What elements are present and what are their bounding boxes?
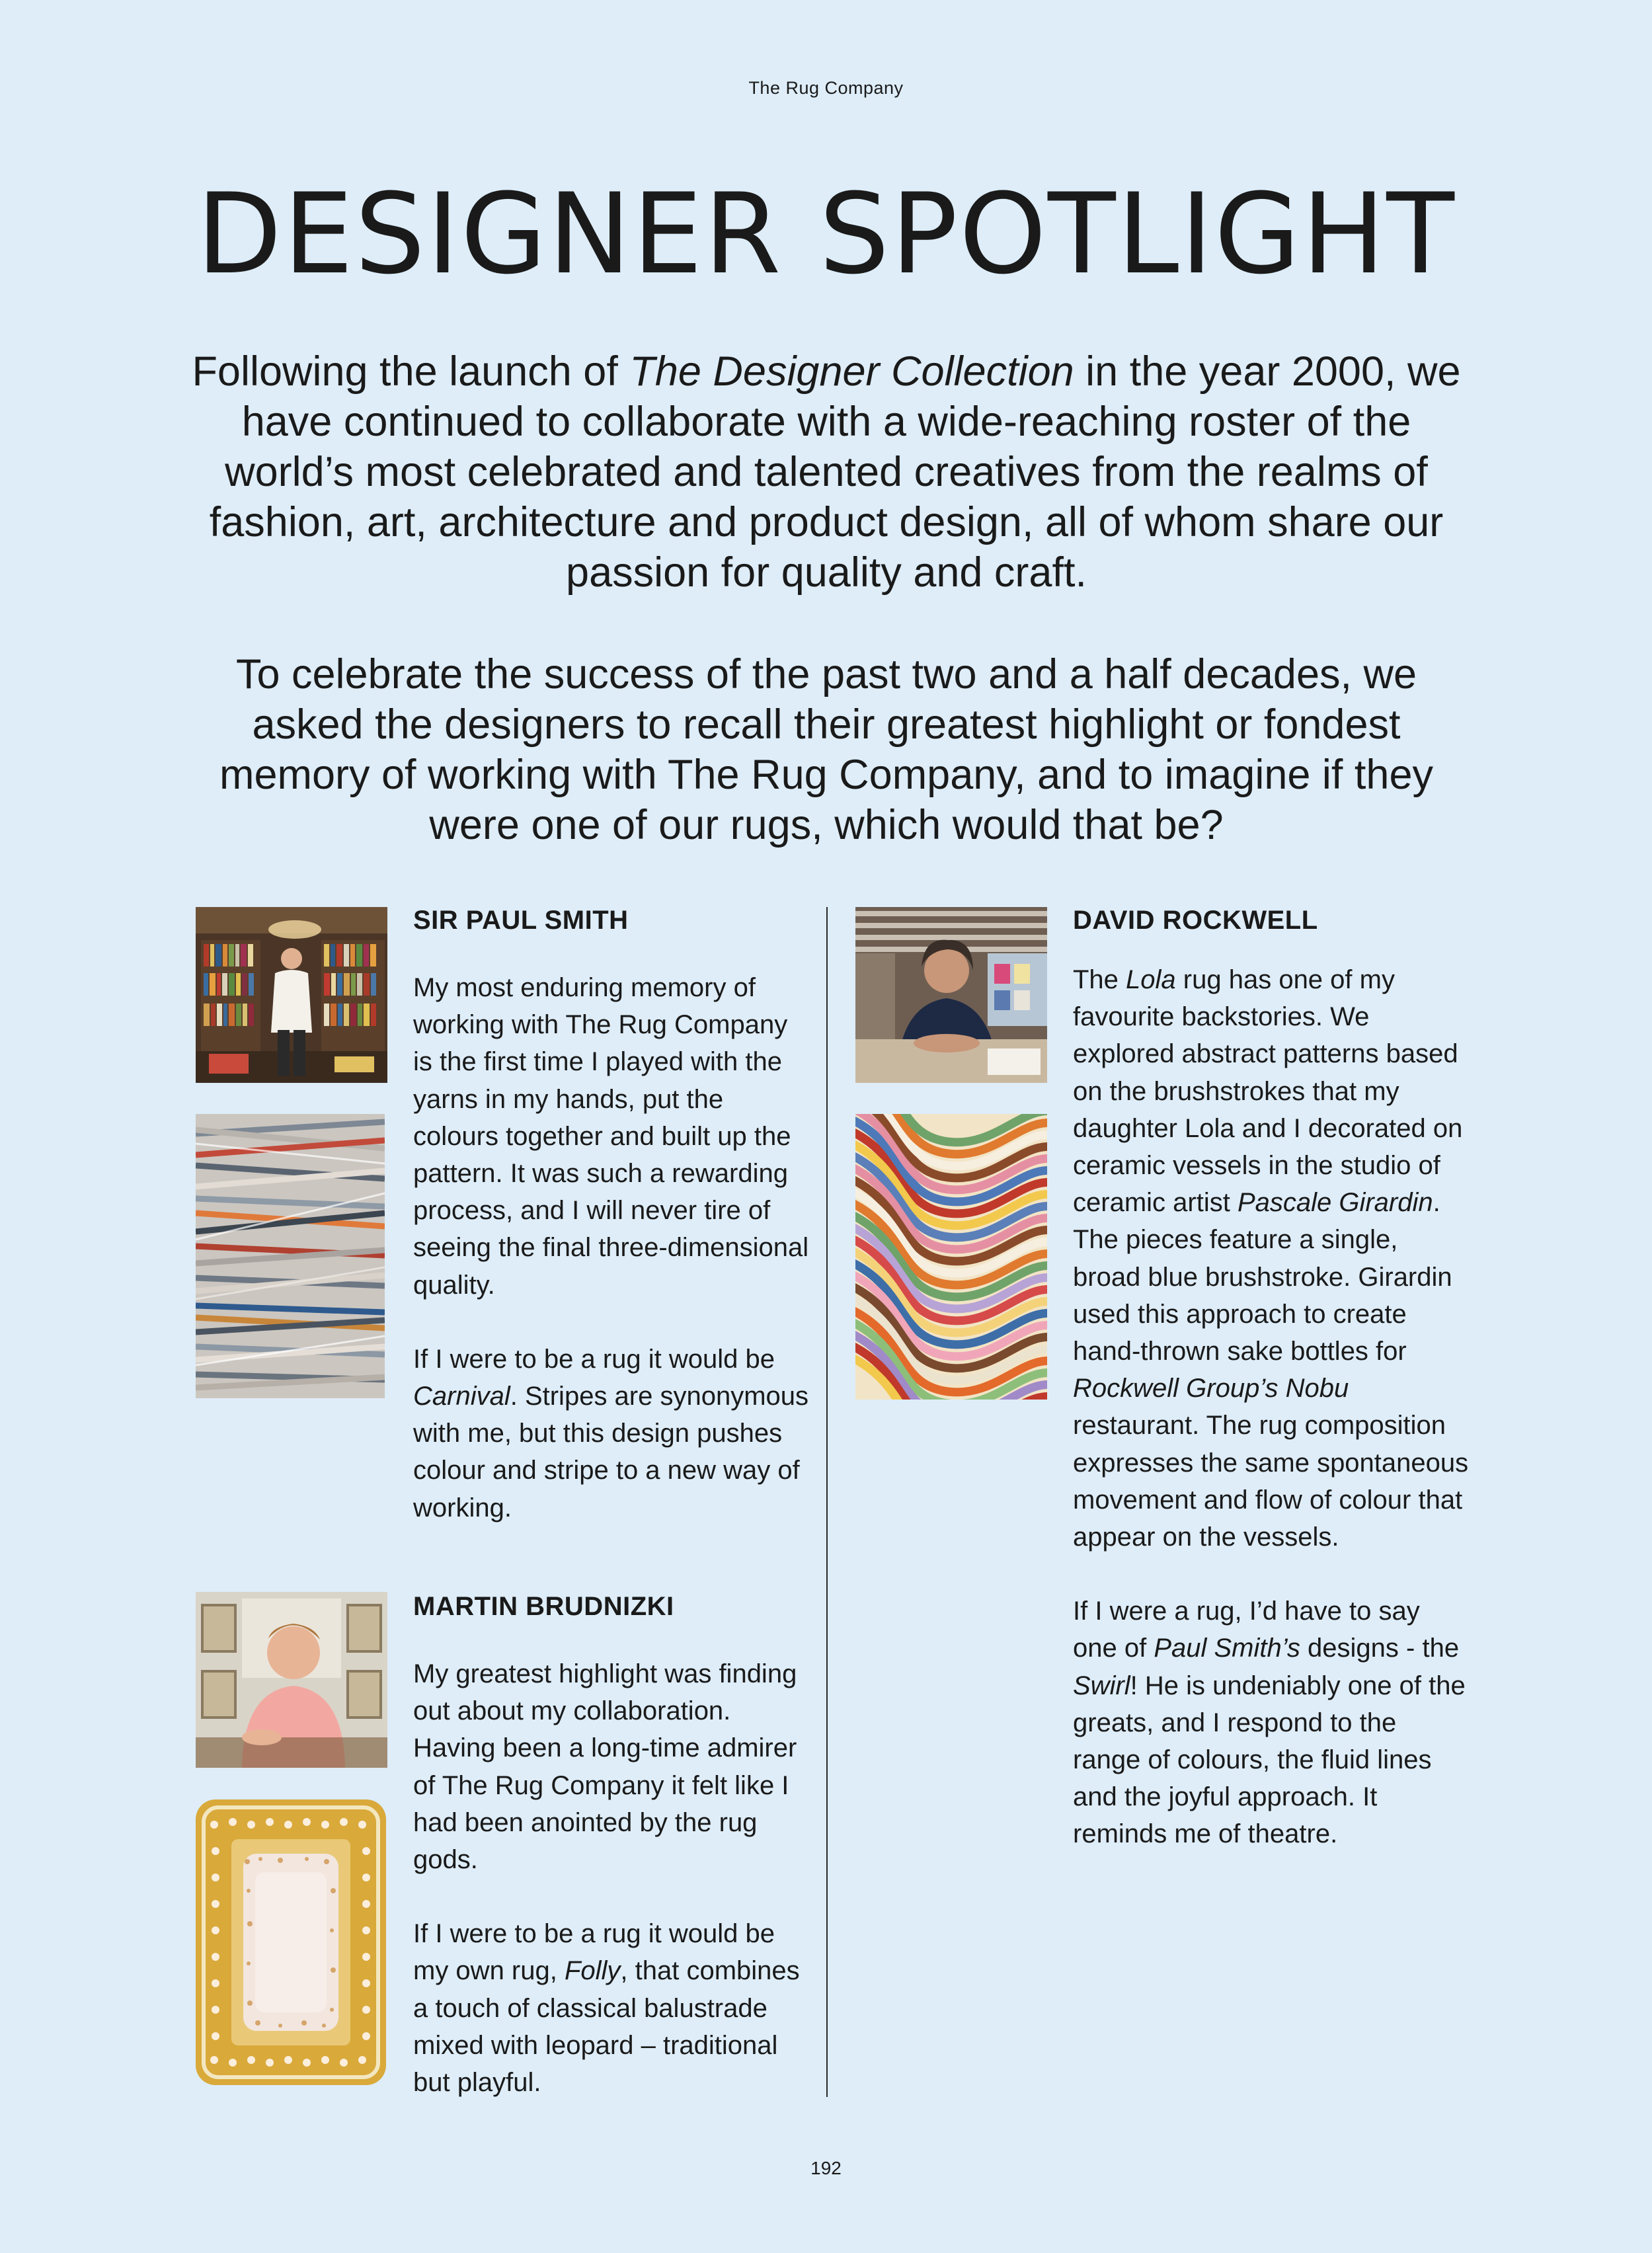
david-rockwell-feature (1073, 907, 1470, 1890)
quote-paragraph: My most enduring memory of working with The Rug Company is the first time I played with the yarns in my hands, put the colours together and built up the pattern. It was such a rewarding process, and I will never tire of seeing the final three-dimensional quality. (413, 973, 809, 1300)
page-number: 192 (810, 2158, 842, 2178)
paul-smith-portrait (196, 907, 387, 1083)
quote-text: The (1073, 965, 1126, 994)
quote-paragraph (413, 1915, 810, 2101)
quote-paragraph (1073, 1593, 1470, 1852)
quote-text: ! He is undeniably one of the greats, and I respond to the range of colours, the fluid lines and the joyful approach. It reminds me of theatre. (1073, 1671, 1466, 1849)
designer-reference: Paul Smith’s (1154, 1634, 1300, 1663)
martin-brudnizki-portrait (196, 1592, 387, 1768)
rug-name: Swirl (1073, 1671, 1130, 1700)
designer-name: SIR PAUL SMITH (413, 906, 629, 935)
page-title: DESIGNER SPOTLIGHT (196, 169, 1456, 299)
restaurant-name: Rockwell Group’s Nobu (1073, 1374, 1349, 1403)
rug-name: Folly (564, 1956, 621, 1986)
martin-brudnizki-feature (413, 1593, 810, 2138)
designer-quote (413, 1655, 810, 2101)
rug-name: Carnival (413, 1382, 510, 1411)
quote-paragraph: My greatest highlight was finding out about my collaboration. Having been a long-time admirer of The Rug Company it felt like I had been anointed by the rug gods. (413, 1659, 797, 1875)
quote-text: restaurant. The rug composition expresses the same spontaneous movement and flow of colour that appear on the vessels. (1073, 1411, 1469, 1552)
quote-text: designs - the (1300, 1634, 1460, 1663)
intro-paragraph-2: To celebrate the success of the past two and a half decades, we asked the designers to recall their greatest highlight or fondest memory of working with The Rug Company, and to imagine if they were one of our rugs, which would that be? (219, 651, 1433, 848)
quote-text: . The pieces feature a single, broad blue brushstroke. Girardin used this approach to create hand-thrown sake bottles for (1073, 1188, 1452, 1366)
folly-rug-image (194, 1798, 387, 2086)
quote-text: If I were to be a rug it would be my own rug, (413, 1919, 775, 1986)
quote-paragraph (413, 1341, 810, 1526)
quote-text: rug has one of my favourite backstories. We explored abstract patterns based on the brushstrokes that my daughter Lola and I decorated on ceramic vessels in the studio of ceramic artist (1073, 965, 1463, 1218)
rug-name: Lola (1126, 965, 1176, 994)
designer-quote (1073, 961, 1470, 1853)
quote-paragraph (1073, 961, 1470, 1556)
quote-text: . Stripes are synonymous with me, but this design pushes colour and stripe to a new way of working. (413, 1382, 809, 1522)
designer-name: MARTIN BRUDNIZKI (413, 1592, 674, 1621)
intro-text: in the year 2000, we have continued to collaborate with a wide-reaching roster of the world’s most celebrated and talented creatives from the realms of fashion, art, architecture and product design, all of whom share our passion for quality and craft. (209, 348, 1461, 596)
collection-title: The Designer Collection (629, 348, 1074, 395)
artist-name: Pascale Girardin (1237, 1188, 1433, 1218)
quote-text: If I were to be a rug it would be (413, 1344, 775, 1374)
quote-text: If I were a rug, I’d have to say one of (1073, 1597, 1420, 1663)
column-divider (826, 907, 828, 2097)
running-head: The Rug Company (748, 78, 904, 98)
designer-quote (413, 969, 810, 1526)
carnival-rug-image (196, 1114, 385, 1398)
paul-smith-feature (413, 907, 810, 1563)
intro-text: Following the launch of (192, 348, 630, 395)
designer-name: DAVID ROCKWELL (1073, 906, 1318, 935)
david-rockwell-portrait (855, 907, 1047, 1083)
quote-text: , that combines a touch of classical balustrade mixed with leopard – traditional but playful. (413, 1956, 800, 2098)
swirl-rug-image (855, 1114, 1047, 1400)
intro-paragraph-1 (178, 346, 1474, 598)
